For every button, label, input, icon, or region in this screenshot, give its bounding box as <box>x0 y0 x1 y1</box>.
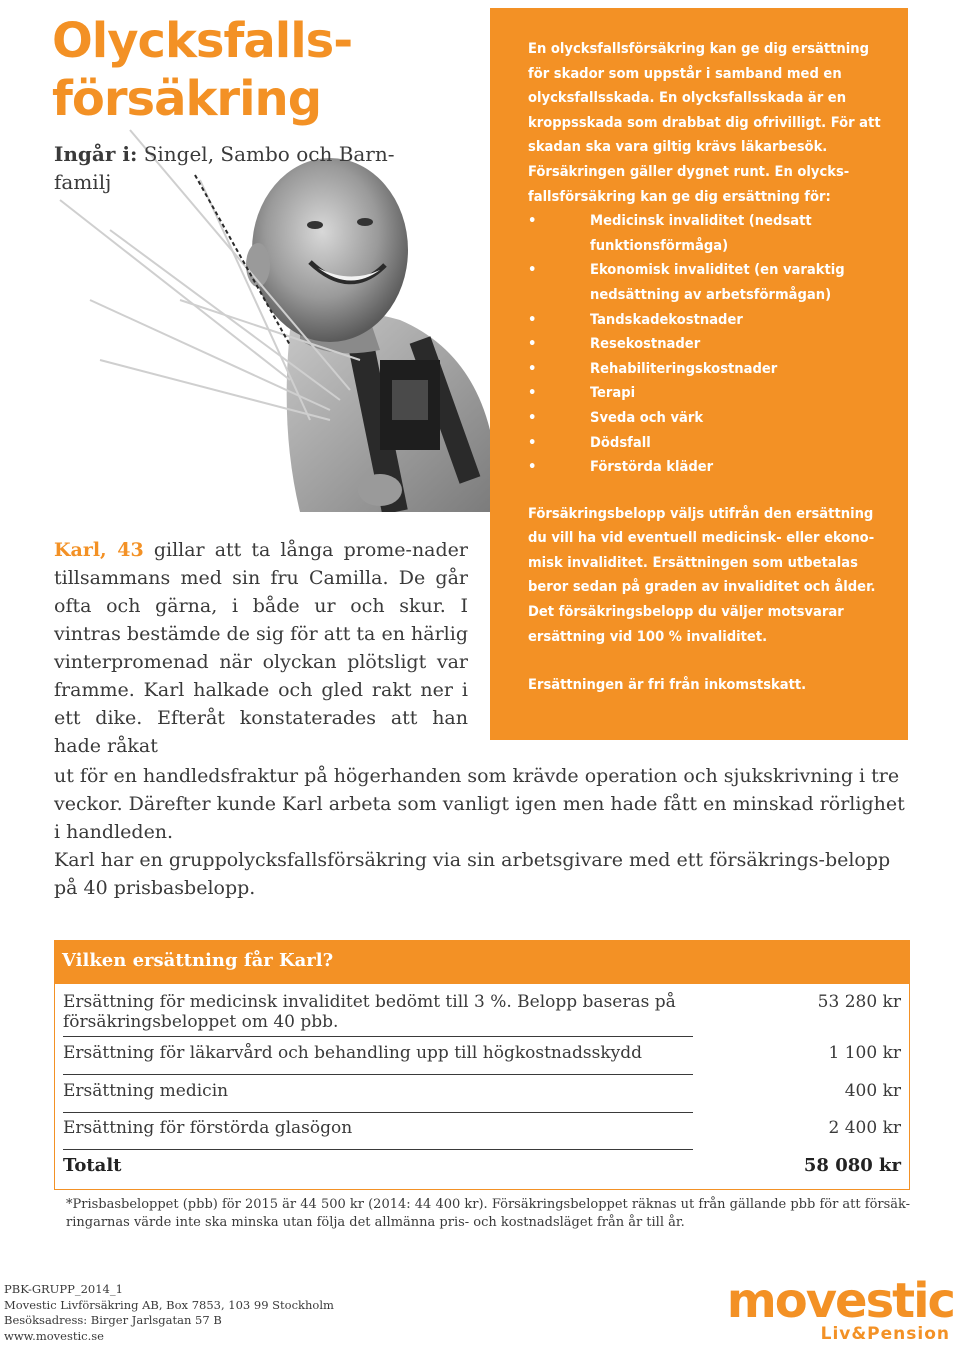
footnote: *Prisbasbeloppet (pbb) för 2015 är 44 500 kr (2014: 44 400 kr). Försäkringsbeloppet räknas ut från gällande pbb för att försäk-ringarnas värde inte ska minska utan följa det allmänna pris- och kostnadsläget från år till år. <box>66 1197 911 1230</box>
row-divider <box>63 1112 693 1113</box>
info-box-text <box>528 37 886 698</box>
included-in-label: Ingår i: <box>54 142 138 166</box>
info-amount-text: Försäkringsbelopp väljs utifrån den ersättning du vill ha vid eventuell medicinsk- eller ekono-misk invaliditet. Ersättningen som utbetalas beror sedan på graden av invaliditet och ålder. Det försäkringsbelopp du väljer motsvarar ersättning vid 100 % invaliditet. <box>528 504 876 645</box>
story <box>54 536 468 760</box>
title-line-2: försäkring <box>52 71 322 127</box>
included-in-value: Singel, Sambo och Barn-familj <box>54 142 395 194</box>
list-item: • Sveda och värk <box>528 406 886 431</box>
page-title <box>52 12 452 128</box>
compensation-table-header <box>54 940 910 984</box>
list-item: • Medicinsk invaliditet (nedsatt funktionsförmåga) <box>528 209 886 258</box>
coverage-list <box>528 209 886 480</box>
title-line-1: Olycksfalls- <box>52 13 353 69</box>
row-value: 58 080 kr <box>803 1155 901 1176</box>
list-item: • Dödsfall <box>528 431 886 456</box>
row-value: 2 400 kr <box>828 1118 901 1138</box>
movestic-logo <box>726 1273 954 1348</box>
included-in <box>54 140 424 196</box>
row-label: Ersättning för förstörda glasögon <box>63 1118 353 1138</box>
story-continued <box>54 762 914 902</box>
story-paragraph: Karl har en gruppolycksfallsförsäkring via sin arbetsgivare med ett försäkrings-belopp på 40 prisbasbelopp. <box>54 849 891 899</box>
story-paragraph: ut för en handledsfraktur på högerhanden som krävde operation och sjukskrivning i tre veckor. Därefter kunde Karl arbeta som vanligt igen men hade fått en minskad rörlighet i handleden. <box>54 765 905 843</box>
info-tax-text: Ersättningen är fri från inkomstskatt. <box>528 676 807 694</box>
list-item: • Resekostnader <box>528 332 886 357</box>
row-label: Ersättning medicin <box>63 1081 229 1101</box>
row-label: Totalt <box>63 1155 122 1176</box>
row-divider <box>63 1149 693 1150</box>
footer <box>4 1282 404 1344</box>
row-value: 53 280 kr <box>817 992 901 1012</box>
list-item: • Tandskadekostnader <box>528 308 886 333</box>
logo-subtitle: Liv&Pension <box>820 1324 950 1344</box>
row-value: 400 kr <box>844 1081 901 1101</box>
row-label: Ersättning för läkarvård och behandling upp till högkostnadsskydd <box>63 1043 643 1063</box>
compensation-table <box>54 984 910 1190</box>
website-link[interactable]: www.movestic.se <box>4 1328 104 1343</box>
info-intro: En olycksfallsförsäkring kan ge dig ersättning för skador som uppstår i samband med en olycksfallsskada. En olycksfallsskada är en kroppsskada som drabbat dig ofrivilligt. För att skadan ska vara giltig krävs läkarbesök. Försäkringen gäller dygnet runt. En olycks-fallsförsäkring kan ge dig ersättning för: <box>528 40 881 205</box>
row-label: Ersättning för medicinsk invaliditet bedömt till 3 %. Belopp baseras på försäkringsbeloppet om 40 pbb. <box>63 992 676 1032</box>
story-text: gillar att ta långa prome-nader tillsammans med sin fru Camilla. De går ofta och gärna, i både ur och skur. I vintras bestämde de sig för att ta en härlig vinterpromenad när olyckan plötsligt var framme. Karl halkade och gled rakt ner i ett dike. Efteråt konstaterades att han hade råkat <box>54 539 468 757</box>
company-address: Movestic Livförsäkring AB, Box 7853, 103 99 Stockholm <box>4 1297 334 1312</box>
list-item: • Rehabiliteringskostnader <box>528 357 886 382</box>
visit-address: Besöksadress: Birger Jarlsgatan 57 B <box>4 1313 222 1327</box>
row-value: 1 100 kr <box>828 1043 901 1063</box>
row-divider <box>63 1074 693 1075</box>
list-item: • Ekonomisk invaliditet (en varaktig nedsättning av arbetsförmågan) <box>528 258 886 307</box>
logo-wordmark: movestic <box>726 1273 954 1329</box>
compensation-table-title: Vilken ersättning får Karl? <box>62 950 334 971</box>
list-item: • Förstörda kläder <box>528 455 886 480</box>
story-person: Karl, 43 <box>54 539 144 561</box>
document-code: PBK-GRUPP_2014_1 <box>4 1282 123 1296</box>
list-item: • Terapi <box>528 381 886 406</box>
row-divider <box>63 1036 693 1037</box>
